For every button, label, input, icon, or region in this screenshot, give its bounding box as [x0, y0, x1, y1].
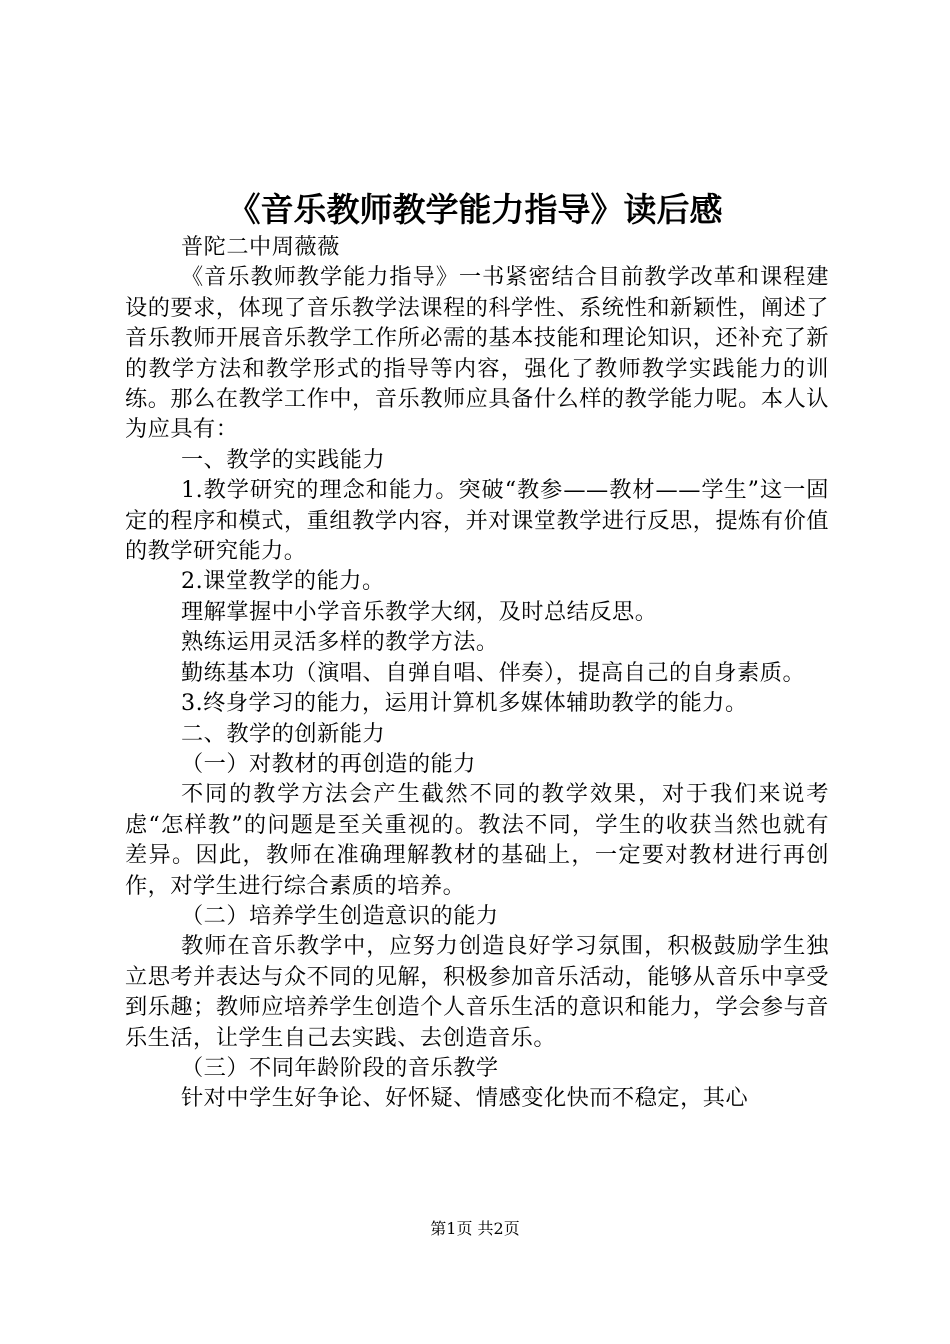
paragraph: 熟练运用灵活多样的教学方法。 [181, 629, 499, 656]
paragraph: 1.教学研究的理念和能力。突破“教参——教材——学生”这一固定的程序和模式，重组教学内容，并对课堂教学进行反思，提炼有价值的教学研究能力。 [125, 477, 829, 565]
paragraph: 理解掌握中小学音乐教学大纲，及时总结反思。 [181, 598, 658, 625]
subsection-heading: （一）对教材的再创造的能力 [181, 750, 476, 777]
paragraph: 教师在音乐教学中，应努力创造良好学习氛围，积极鼓励学生独立思考并表达与众不同的见解，积极参加音乐活动，能够从音乐中享受到乐趣；教师应培养学生创造个人音乐生活的意识和能力，学会参与音乐生活，让学生自己去实践、去创造音乐。 [125, 933, 829, 1051]
document-title: 《音乐教师教学能力指导》读后感 [227, 190, 723, 229]
section-heading: 二、教学的创新能力 [181, 720, 386, 747]
paragraph: 《音乐教师教学能力指导》一书紧密结合目前教学改革和课程建设的要求，体现了音乐教学法课程的科学性、系统性和新颖性，阐述了音乐教师开展音乐教学工作所必需的基本技能和理论知识，还补充了新的教学方法和教学形式的指导等内容，强化了教师教学实践能力的训练。那么在教学工作中，音乐教师应具备什么样的教学能力呢。本人认为应具有： [125, 264, 829, 443]
paragraph: 不同的教学方法会产生截然不同的教学效果，对于我们来说考虑“怎样教”的问题是至关重视的。教法不同，学生的收获当然也就有差异。因此，教师在准确理解教材的基础上，一定要对教材进行再创作，对学生进行综合素质的培养。 [125, 781, 829, 899]
paragraph: 3.终身学习的能力，运用计算机多媒体辅助教学的能力。 [181, 690, 748, 717]
subsection-heading: （三）不同年龄阶段的音乐教学 [181, 1054, 499, 1081]
paragraph: 针对中学生好争论、好怀疑、情感变化快而不稳定，其心 [181, 1085, 749, 1112]
author-line: 普陀二中周薇薇 [181, 234, 340, 260]
page-footer: 第1页 共2页 [430, 1219, 520, 1238]
section-heading: 一、教学的实践能力 [181, 446, 386, 473]
document-body [125, 232, 829, 1114]
paragraph: 勤练基本功（演唱、自弹自唱、伴奏），提高自己的自身素质。 [181, 659, 806, 686]
subsection-heading: （二）培养学生创造意识的能力 [181, 902, 499, 929]
subsection-heading: 2.课堂教学的能力。 [181, 568, 385, 595]
